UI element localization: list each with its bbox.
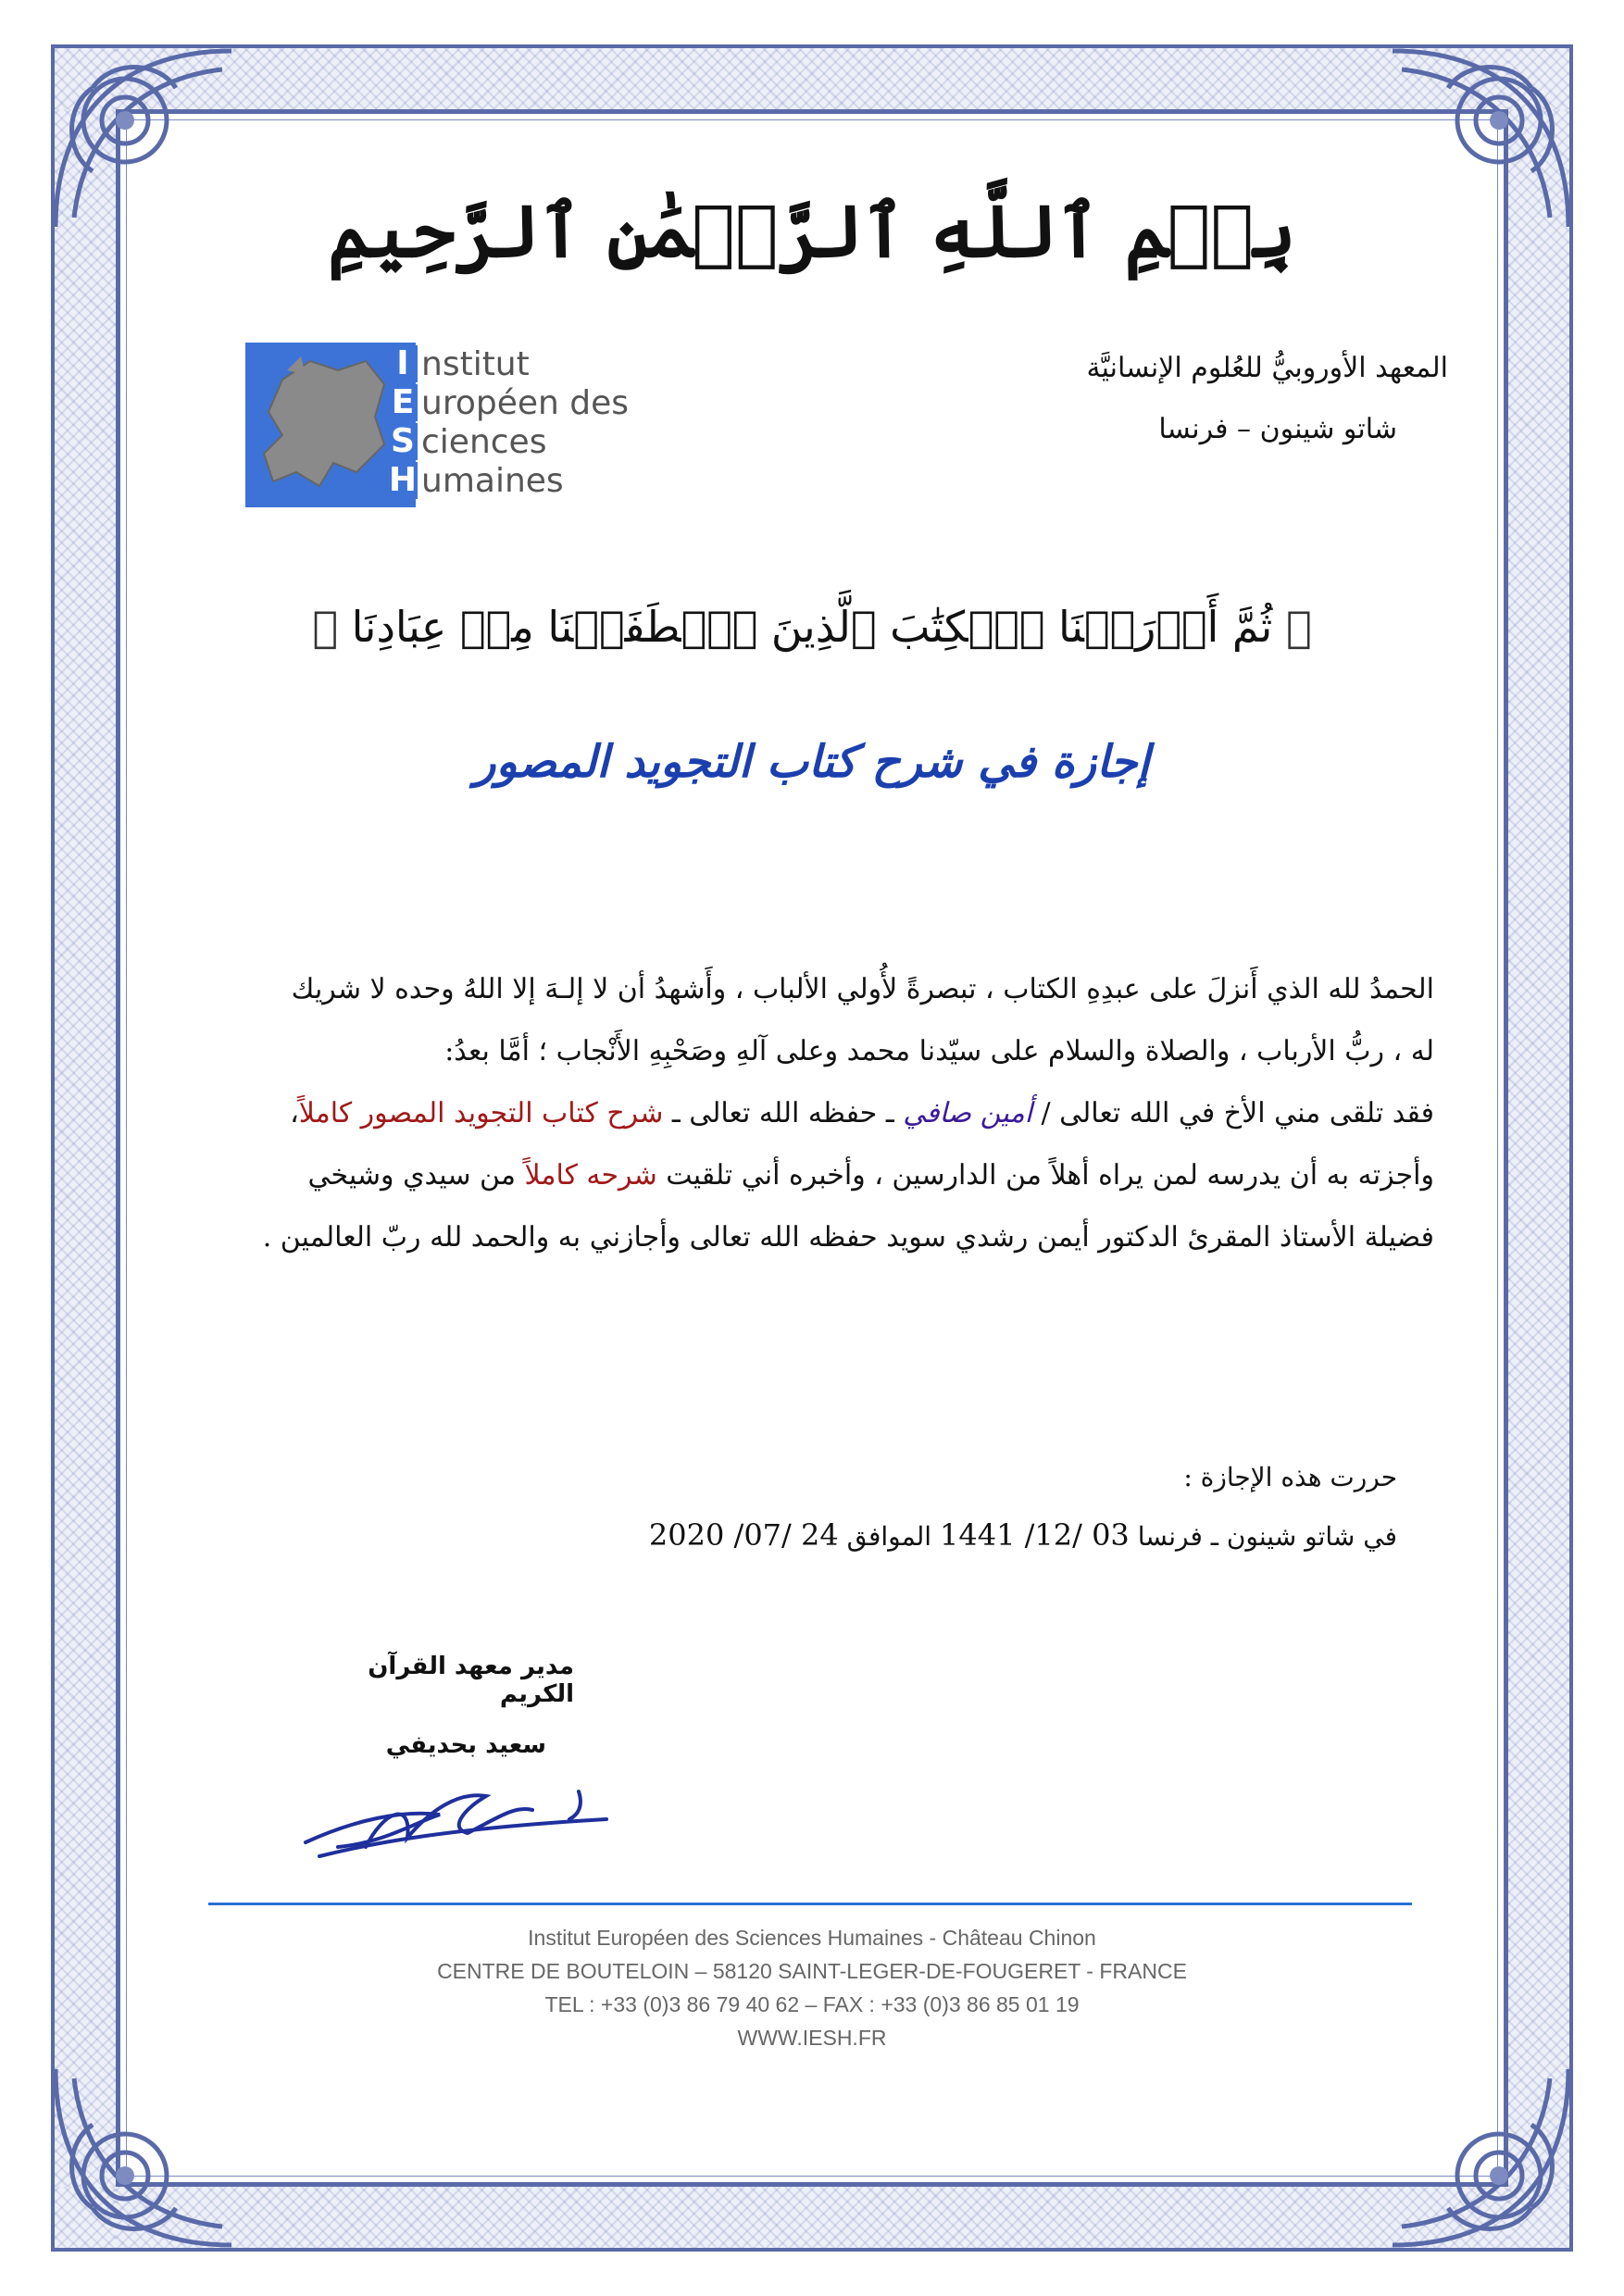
logo-word: uropéen des [421,384,630,422]
body-text: ، [290,1097,299,1129]
footer-line: CENTRE DE BOUTELOIN – 58120 SAINT-LEGER-DE-FOUGERET - FRANCE [437,1959,1187,1983]
institute-footer [0,1921,1624,2054]
body-line: له ، ربُّ الأرباب ، والصلاة والسلام على سيّدنا محمد وعلى آلهِ وصَحْبِهِ الأَنْجاب ؛ أمَّا بعدُ: [444,1035,1434,1067]
body-text: فقد تلقى مني الأخ في الله تعالى / [1031,1097,1434,1129]
gregorian-date: 24 /07/ 2020 [648,1517,839,1553]
verse-text: ثُمَّ أَوۡرَثۡنَا ٱلۡكِتَٰبَ ٱلَّذِينَ ٱصۡطَفَيۡنَا مِنۡ عِبَادِنَا [351,602,1273,652]
certificate-title: إجازة في شرح كتاب التجويد المصور [474,736,1150,788]
student-name: أمين صافي [903,1097,1032,1129]
certificate-body [180,958,1434,1268]
body-text: ـ حفظه الله تعالى ـ [663,1097,904,1129]
issue-date-block [564,1449,1397,1566]
verse-bracket-open: ﴿ [1285,602,1312,652]
institute-arabic-location: شاتو شينون – فرنسا [1158,413,1397,445]
logo-letter: S [388,423,418,460]
signatory-name: سعيد بحديفي [385,1731,546,1759]
signatory-title: مدير معهد القرآن الكريم [368,1653,574,1708]
logo-word: ciences [421,423,547,461]
body-line [180,1144,1434,1206]
footer-website: WWW.IESH.FR [737,2026,887,2050]
logo-wordmark [421,345,629,501]
body-text: وأجزته به أن يدرسه لمن يراه أهلاً من الدارسين ، وأخبره أني تلقيت [656,1159,1434,1192]
institute-arabic-header [1004,338,1448,460]
logo-initials [388,345,418,501]
issue-place: في شاتو شينون ـ فرنسا [1137,1521,1397,1552]
body-line: الحمدُ لله الذي أَنزلَ على عبدِهِ الكتاب ، تبصرةً لأُولي الألباب ، وأَشهدُ أن لا إلـهَ إلا اللهُ وحده لا شريك [291,973,1434,1005]
date-connector: الموافق [846,1521,932,1552]
corner-ornament-icon [1374,2051,1587,2264]
corner-ornament-icon [37,2051,250,2264]
hijri-date: 03 /12/ 1441 [940,1517,1130,1553]
logo-word: nstitut [421,345,530,383]
footer-line: Institut Européen des Sciences Humaines - Château Chinon [528,1926,1096,1950]
iesh-logo [245,343,653,509]
footer-divider [208,1903,1412,1905]
logo-letter: H [388,461,418,499]
logo-letter: E [388,384,418,421]
logo-letter: I [388,345,418,382]
issue-label: حررت هذه الإجازة : [1183,1462,1397,1492]
quran-verse [0,602,1624,652]
handwritten-signature [301,1754,616,1875]
basmala: بِسۡمِ ٱللَّهِ ٱلرَّحۡمَٰنِ ٱلرَّحِيمِ [328,190,1296,274]
verse-bracket-close: ﴾ [312,602,338,652]
logo-word: umaines [421,462,564,500]
book-title-highlight: شرح كتاب التجويد المصور كاملاً [298,1097,664,1129]
footer-line: TEL : +33 (0)3 86 79 40 62 – FAX : +33 (0)3 86 85 01 19 [544,1992,1080,2016]
explanation-highlight: شرحه كاملاً [524,1159,657,1192]
issue-date-line [564,1506,1397,1566]
institute-arabic-name: المعهد الأوروبيُّ للعُلوم الإنسانيَّة [1086,352,1448,384]
body-line: فضيلة الأستاذ المقرئ الدكتور أيمن رشدي سويد حفظه الله تعالى وأجازني به والحمد لله ربّ العالمين . [262,1221,1434,1254]
body-text: من سيدي وشيخي [307,1159,525,1192]
body-line [180,1082,1434,1144]
